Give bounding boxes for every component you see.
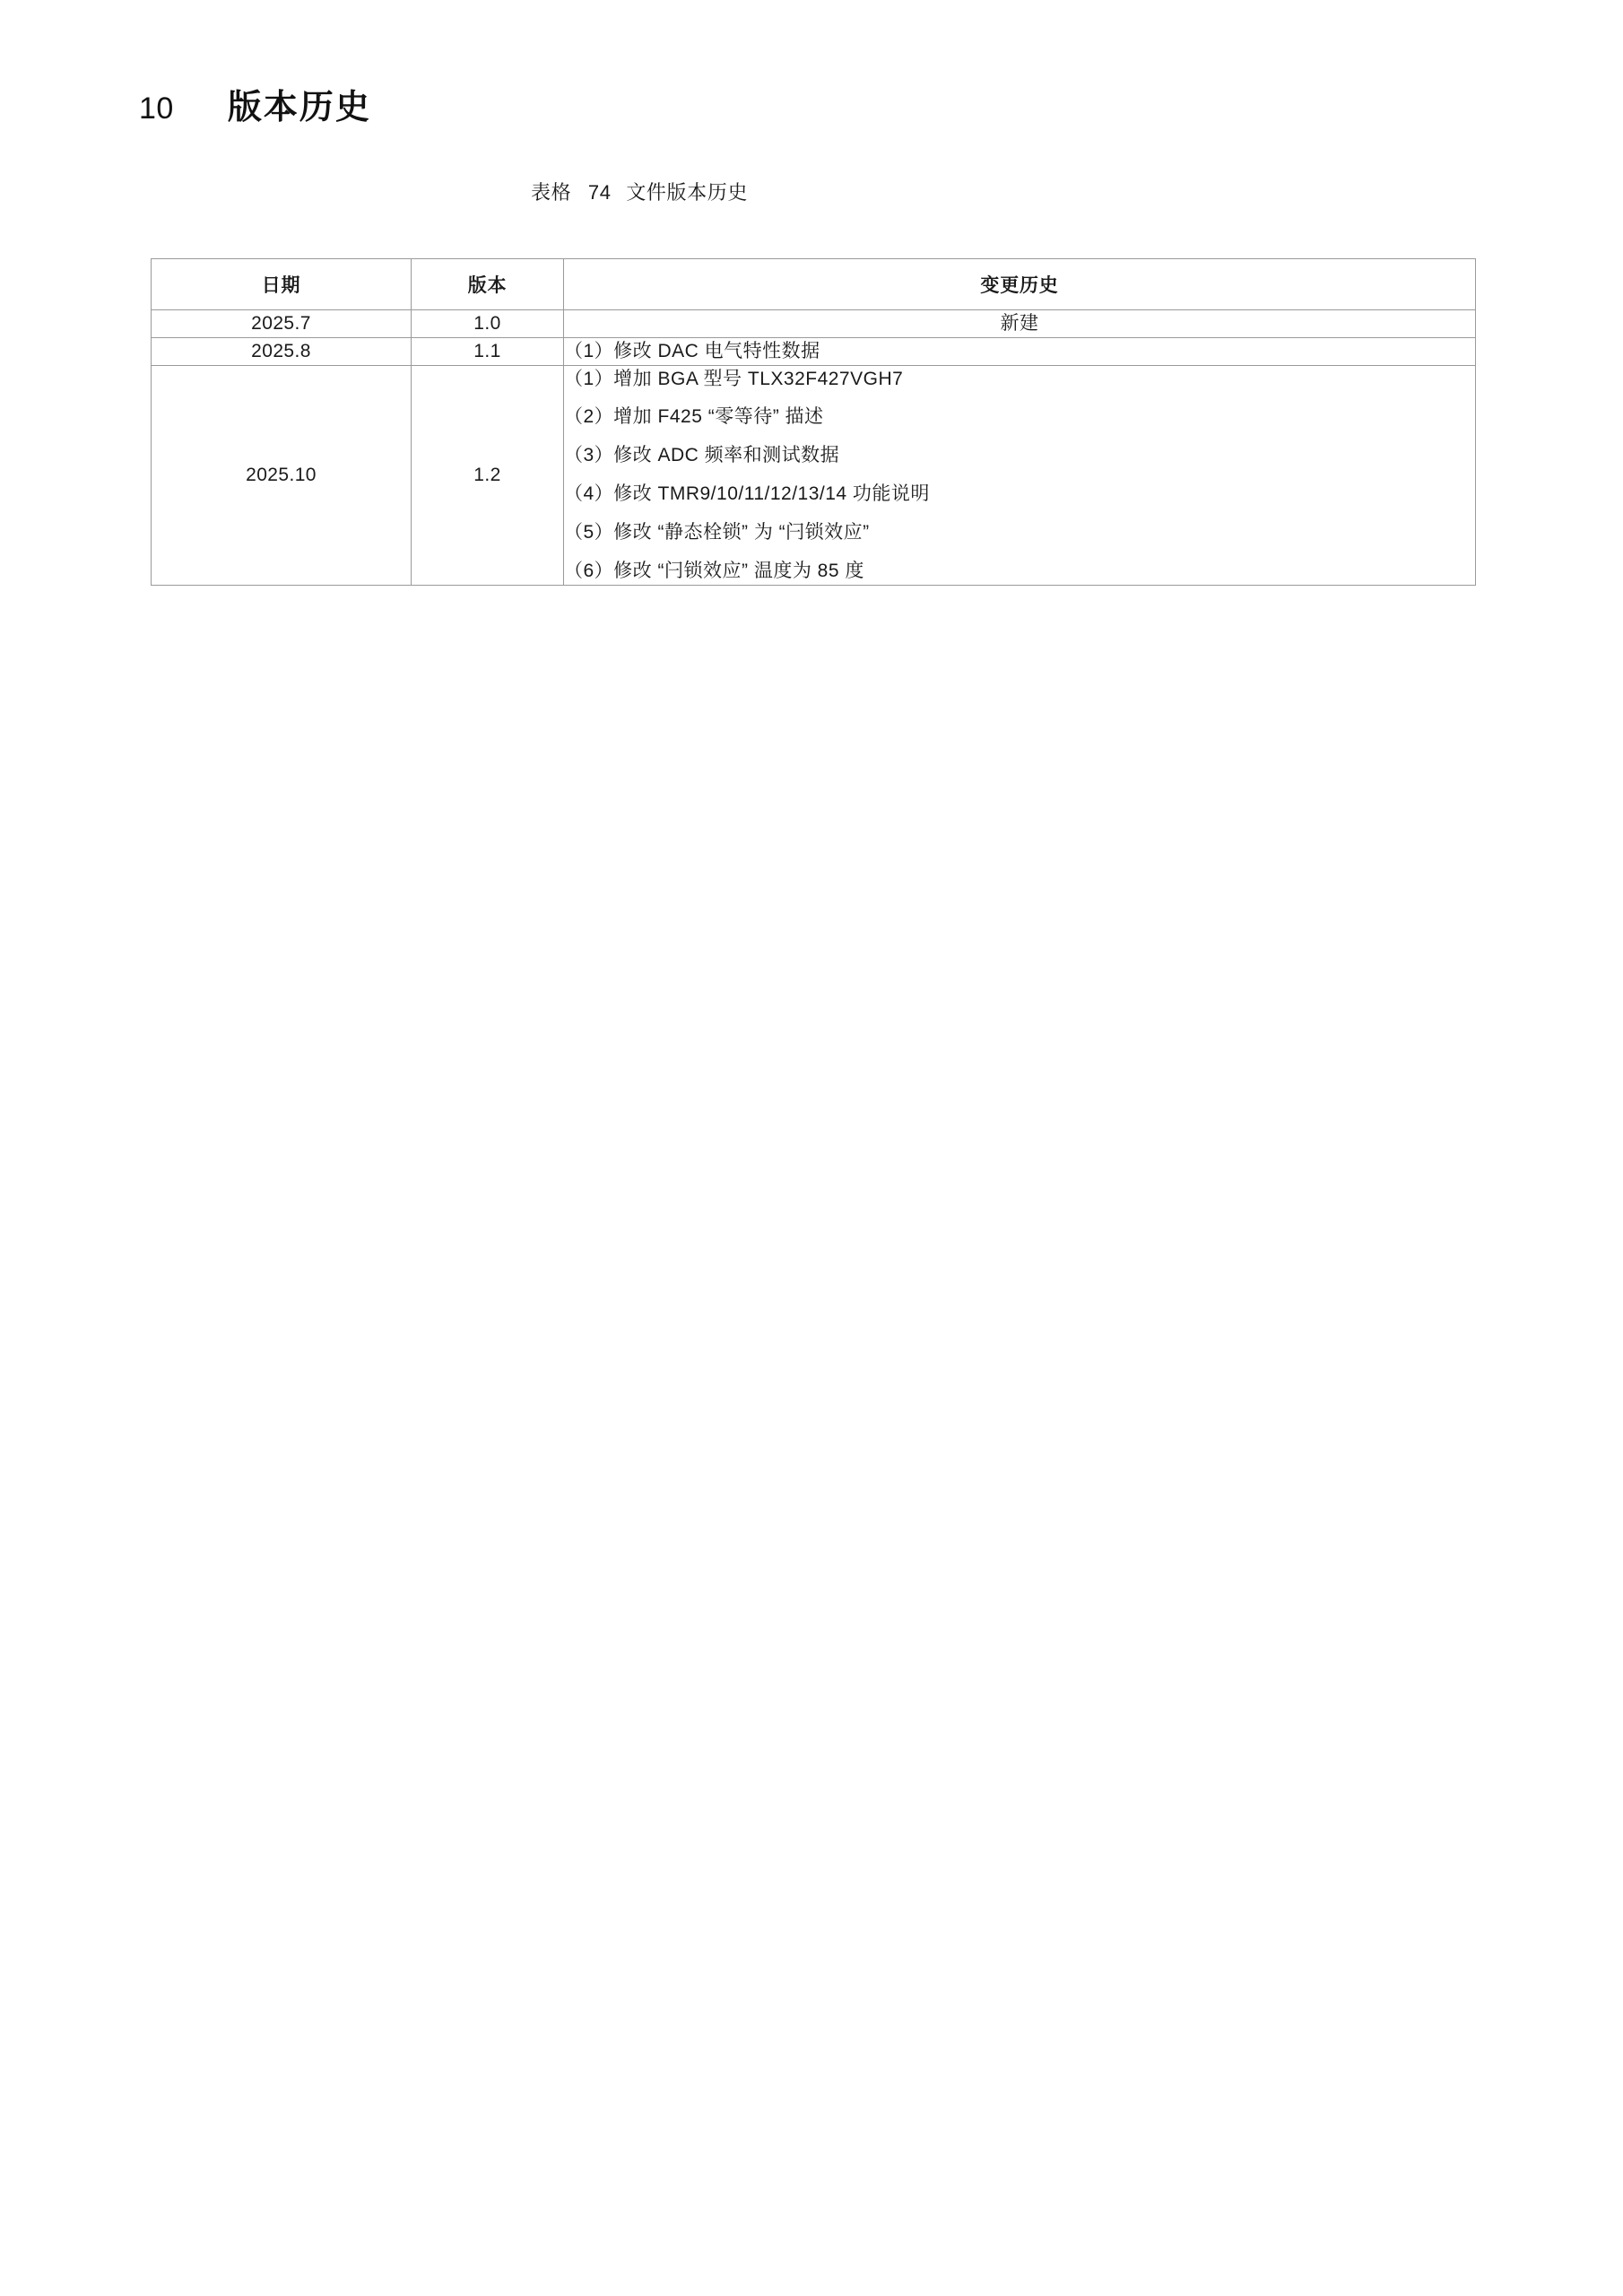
column-header-date: 日期 xyxy=(152,259,412,310)
page-title xyxy=(139,79,371,128)
history-list xyxy=(564,310,1475,337)
cell-date: 2025.8 xyxy=(152,337,412,365)
cell-version: 1.1 xyxy=(412,337,564,365)
column-header-version: 版本 xyxy=(412,259,564,310)
history-line: （1）修改 DAC 电气特性数据 xyxy=(564,340,820,361)
history-line: （6）修改 “闩锁效应” 温度为 85 度 xyxy=(564,560,864,581)
history-line: （3）修改 ADC 频率和测试数据 xyxy=(564,445,840,466)
table-caption-number: 74 xyxy=(587,181,612,204)
table-caption-text: 文件版本历史 xyxy=(626,181,748,204)
table-row xyxy=(152,365,1476,585)
cell-date: 2025.10 xyxy=(152,365,412,585)
history-line: （1）增加 BGA 型号 TLX32F427VGH7 xyxy=(564,368,904,389)
table-caption-label: 表格 xyxy=(531,181,572,204)
revision-history-table xyxy=(151,258,1476,586)
table-header-row xyxy=(152,259,1476,310)
table-row xyxy=(152,337,1476,365)
history-list xyxy=(564,338,1475,365)
table-row xyxy=(152,310,1476,338)
history-line: 新建 xyxy=(1000,313,1039,334)
cell-version: 1.2 xyxy=(412,365,564,585)
history-line: （5）修改 “静态栓锁” 为 “闩锁效应” xyxy=(564,521,870,543)
cell-history xyxy=(564,337,1476,365)
cell-date: 2025.7 xyxy=(152,310,412,338)
table-caption xyxy=(531,178,748,205)
cell-version: 1.0 xyxy=(412,310,564,338)
section-title: 版本历史 xyxy=(227,89,371,126)
section-number: 10 xyxy=(139,91,174,126)
cell-history xyxy=(564,365,1476,585)
history-line: （4）修改 TMR9/10/11/12/13/14 功能说明 xyxy=(564,483,930,505)
history-line: （2）增加 F425 “零等待” 描述 xyxy=(564,406,824,428)
cell-history xyxy=(564,310,1476,338)
history-list xyxy=(564,366,1475,585)
column-header-history: 变更历史 xyxy=(564,259,1476,310)
